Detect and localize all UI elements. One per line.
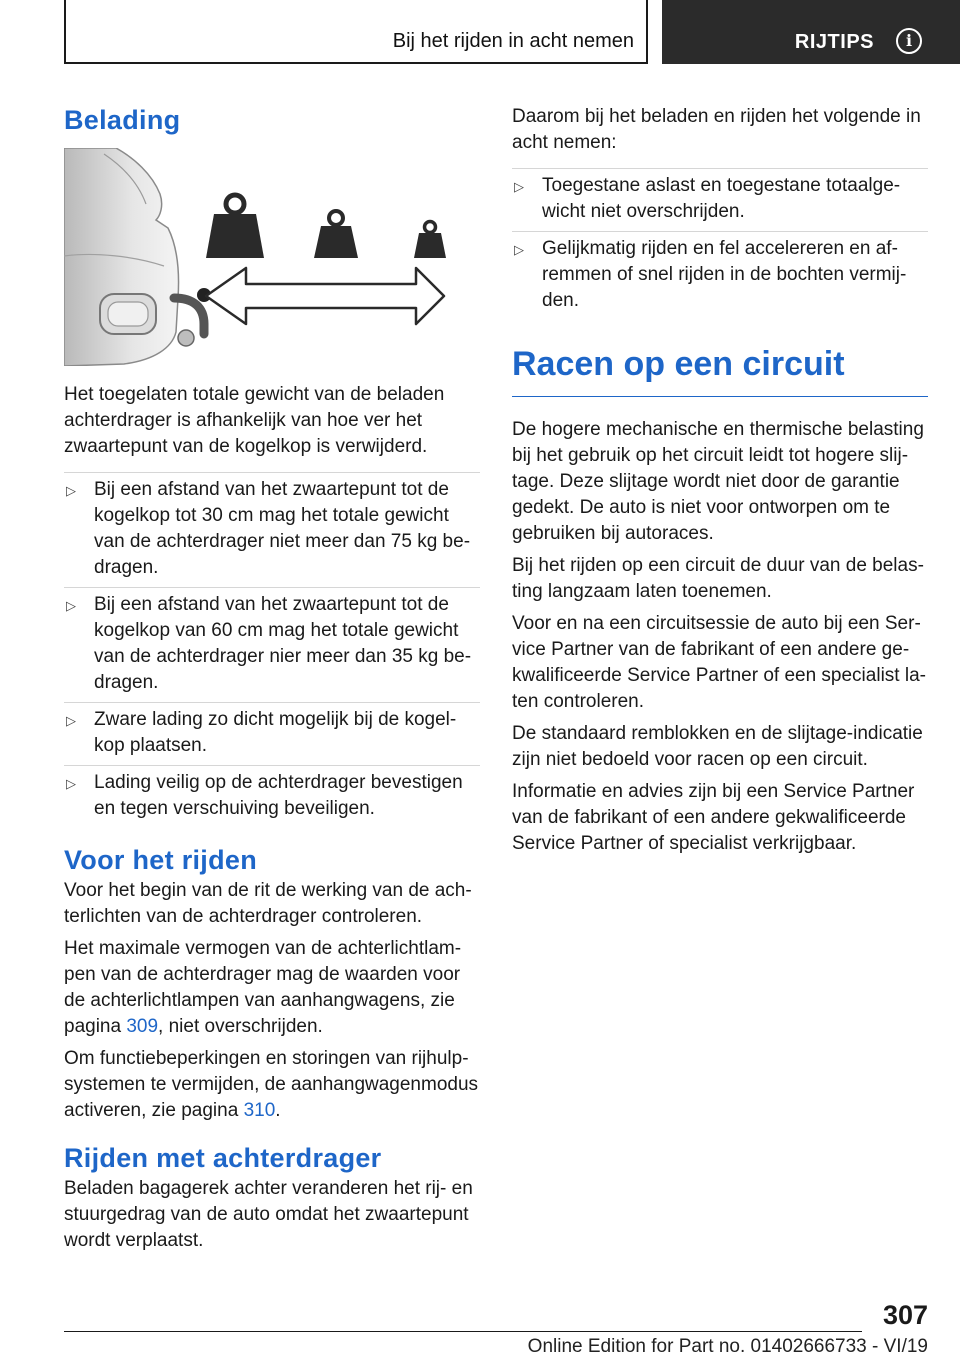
paragraph: De hogere mechanische en thermische belasting bij het gebruik op het circuit leidt tot hogere slijtage. Deze slijtage wordt niet door de garantie gedekt. De auto is niet voor ontworpen om te gebruiken bij autoraces. bbox=[512, 419, 924, 544]
list-item: ▷ Bij een afstand van het zwaartepunt tot de kogelkop van 60 cm mag het totale gewicht van de achterdrager nier meer dan 35 kg bedragen. bbox=[64, 587, 480, 702]
list-item: ▷ Toegestane aslast en toegestane totaalgewicht niet overschrijden. bbox=[512, 168, 928, 231]
paragraph: Voor het begin van de rit de werking van de achterlichten van de achterdrager controleren. bbox=[64, 880, 472, 927]
section-title-voor-het-rijden: Voor het rijden bbox=[64, 845, 258, 875]
weight-medium-icon bbox=[314, 211, 358, 258]
header-section-box bbox=[662, 0, 960, 64]
weight-large-icon bbox=[206, 195, 264, 258]
paragraph: Beladen bagagerek achter veranderen het rij- en stuurgedrag van de auto omdat het zwaartepunt wordt verplaatst. bbox=[64, 1178, 473, 1251]
section-title-rijden-met-achterdrager: Rijden met achterdrager bbox=[64, 1143, 382, 1173]
paragraph: Voor en na een circuitsessie de auto bij een Service Partner van de fabrikant of een andere gekwalificeerde Service Partner of een specialist laten controleren. bbox=[512, 613, 926, 712]
footer-edition: Online Edition for Part no. 01402666733 - VI/19 bbox=[527, 1336, 928, 1357]
bullet-list bbox=[64, 472, 480, 828]
page-link-310[interactable]: 310 bbox=[243, 1100, 276, 1121]
bullet-list bbox=[512, 168, 928, 320]
triangle-bullet-icon: ▷ bbox=[66, 713, 76, 728]
list-item: ▷ Gelijkmatig rijden en fel accelereren en afremmen of snel rijden in de bochten vermijden. bbox=[512, 231, 928, 320]
paragraph: Informatie en advies zijn bij een Service Partner van de fabrikant of een andere gekwalificeerde Service Partner of specialist verkrijgbaar. bbox=[512, 781, 915, 854]
paragraph: Bij het rijden op een circuit de duur van de belasting langzaam laten toenemen. bbox=[512, 555, 924, 602]
list-item: ▷ Bij een afstand van het zwaartepunt tot de kogelkop tot 30 cm mag het totale gewicht van de achterdrager niet meer dan 75 kg bedragen. bbox=[64, 472, 480, 587]
page-link-309[interactable]: 309 bbox=[126, 1016, 159, 1037]
section-title-racen-op-een-circuit: Racen op een circuit bbox=[512, 342, 928, 397]
list-item: ▷ Lading veilig op de achterdrager bevestigen en tegen verschuiving beveiligen. bbox=[64, 765, 480, 828]
header-chapter-box bbox=[64, 0, 648, 64]
triangle-bullet-icon: ▷ bbox=[514, 242, 524, 257]
right-column bbox=[512, 100, 928, 857]
triangle-bullet-icon: ▷ bbox=[514, 179, 524, 194]
header-section-label: RIJTIPS bbox=[794, 31, 874, 53]
left-column bbox=[64, 100, 480, 1254]
paragraph: Het maximale vermogen van de achterlichtlampen van de achterdrager mag de waarden voor de achterlichtlampen van aanhangwagens, zie pagina 309, niet overschrijden. bbox=[64, 938, 462, 1037]
page-number: 307 bbox=[882, 1300, 928, 1330]
paragraph: De standaard remblokken en de slijtage-indicatie zijn niet bedoeld voor racen op een circuit. bbox=[512, 723, 923, 770]
list-item: ▷ Zware lading zo dicht mogelijk bij de kogelkop plaatsen. bbox=[64, 702, 480, 765]
triangle-bullet-icon: ▷ bbox=[66, 483, 76, 498]
info-icon: i bbox=[896, 28, 922, 54]
paragraph: Daarom bij het beladen en rijden het volgende in acht nemen: bbox=[512, 106, 921, 153]
section-title-belading: Belading bbox=[64, 105, 181, 135]
triangle-bullet-icon: ▷ bbox=[66, 598, 76, 613]
towbar-load-illustration bbox=[64, 148, 480, 366]
paragraph: Om functiebeperkingen en storingen van rijhulpsystemen te vermijden, de aanhangwagenmodus activeren, zie pagina 310. bbox=[64, 1048, 479, 1121]
triangle-bullet-icon: ▷ bbox=[66, 776, 76, 791]
header-chapter-title: Bij het rijden in acht nemen bbox=[392, 30, 634, 52]
weight-small-icon bbox=[414, 222, 446, 259]
paragraph: Het toegelaten totale gewicht van de beladen achterdrager is afhankelijk van hoe ver het zwaartepunt van de kogelkop is verwijderd. bbox=[64, 384, 445, 457]
footer-divider bbox=[64, 1331, 862, 1332]
